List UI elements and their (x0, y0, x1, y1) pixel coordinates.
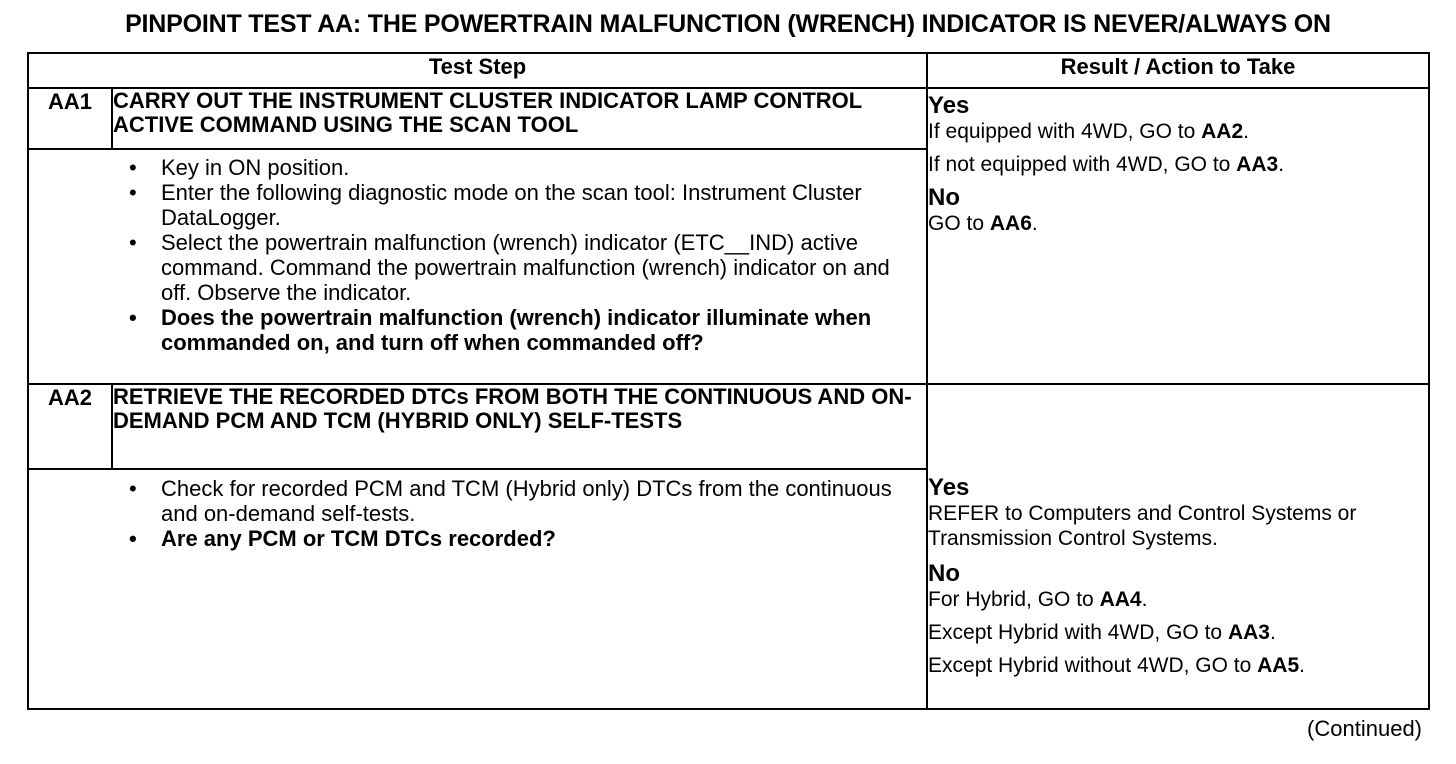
continued-note: (Continued) (1307, 716, 1422, 741)
instruction-item: • Key in ON position. (129, 155, 350, 180)
step-result (927, 384, 1429, 709)
result-line: If equipped with 4WD, GO to AA2. (928, 120, 1249, 143)
result-line: If not equipped with 4WD, GO to AA3. (928, 153, 1285, 176)
instruction-item: • Enter the following diagnostic mode on the scan tool: Instrument Cluster DataLogger. (129, 180, 862, 230)
result-line: Except Hybrid with 4WD, GO to AA3. (928, 621, 1276, 644)
step-id: AA1 (28, 88, 112, 149)
instruction-item: • Select the powertrain malfunction (wrench) indicator (ETC__IND) active command. Command the powertrain malfunction (wrench) indicator on and off. Observe the indicator. (129, 230, 890, 305)
step-heading-row (28, 384, 1429, 469)
step-body (28, 469, 927, 709)
step-heading-row (28, 88, 1429, 149)
step-ref: AA3 (1227, 621, 1270, 644)
step-result (927, 88, 1429, 384)
yes-label: Yes (928, 474, 970, 501)
instruction-item: • Check for recorded PCM and TCM (Hybrid only) DTCs from the continuous and on-demand self-tests. (129, 476, 892, 526)
step-body (28, 149, 927, 384)
result-header: Result / Action to Take (927, 53, 1429, 88)
result-text: REFER to Computers and Control Systems or Transmission Control Systems. (928, 502, 1357, 550)
step-ref: AA2 (1201, 120, 1244, 143)
result-line: For Hybrid, GO to AA4. (928, 588, 1148, 611)
no-label: No (928, 184, 961, 211)
step-question: • Are any PCM or TCM DTCs recorded? (129, 526, 556, 551)
pinpoint-test-table (27, 52, 1430, 710)
step-ref: AA4 (1099, 588, 1142, 611)
result-line: GO to AA6. (928, 212, 1038, 235)
yes-label: Yes (928, 92, 970, 119)
step-heading: RETRIEVE THE RECORDED DTCs FROM BOTH THE CONTINUOUS AND ON-DEMAND PCM AND TCM (HYBRID ONLY) SELF-TESTS (112, 384, 927, 469)
step-heading: CARRY OUT THE INSTRUMENT CLUSTER INDICATOR LAMP CONTROL ACTIVE COMMAND USING THE SCAN TOOL (112, 88, 927, 149)
step-instructions (113, 150, 926, 355)
step-question: • Does the powertrain malfunction (wrench) indicator illuminate when commanded on, and turn off when commanded off? (129, 305, 872, 355)
result-line: Except Hybrid without 4WD, GO to AA5. (928, 654, 1305, 677)
step-ref: AA3 (1236, 153, 1279, 176)
step-id: AA2 (28, 384, 112, 469)
page-title: PINPOINT TEST AA: THE POWERTRAIN MALFUNCTION (WRENCH) INDICATOR IS NEVER/ALWAYS ON (125, 10, 1331, 38)
step-instructions (113, 470, 926, 551)
step-ref: AA6 (989, 212, 1032, 235)
no-label: No (928, 560, 961, 587)
step-ref: AA5 (1257, 654, 1300, 677)
test-step-header: Test Step (28, 53, 927, 88)
